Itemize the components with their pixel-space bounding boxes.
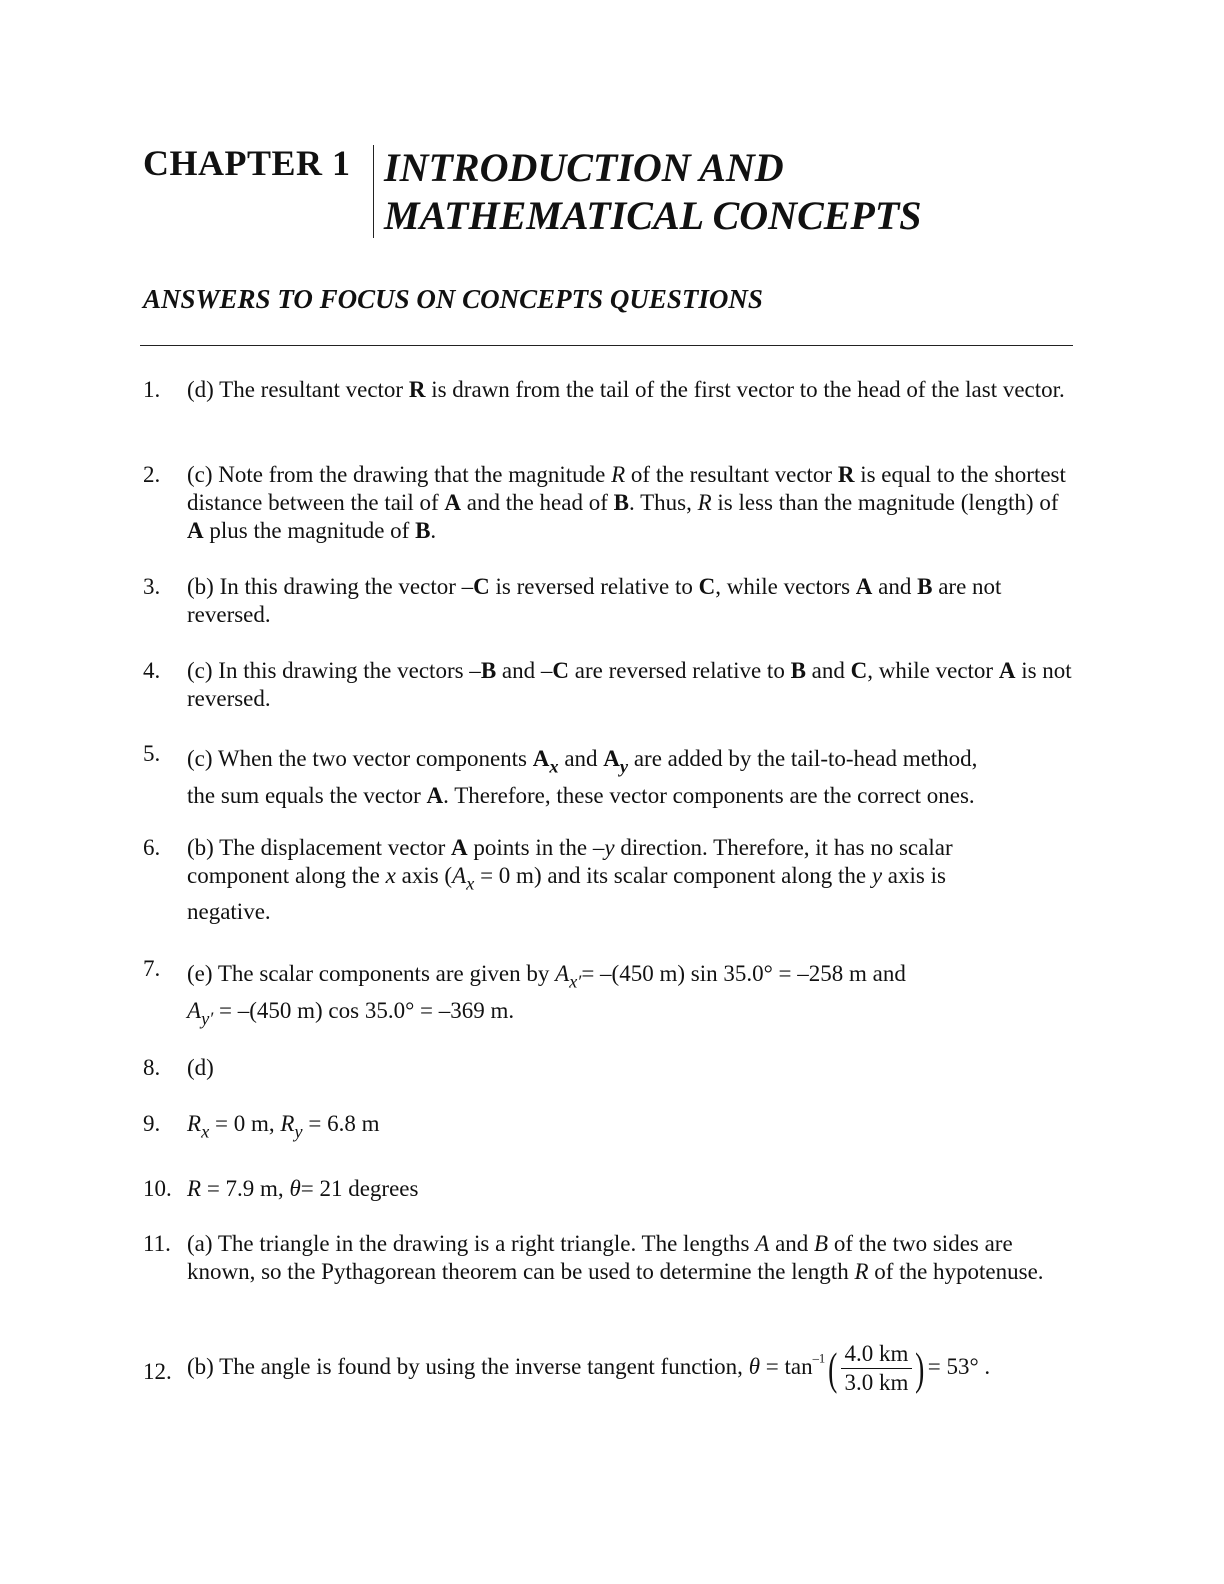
item-body: (d) The resultant vector R is drawn from the tail of the first vector to the head of the last vector. bbox=[187, 377, 1065, 402]
item-number: 8. bbox=[143, 1055, 161, 1080]
item-number: 5. bbox=[143, 741, 161, 766]
section-heading: ANSWERS TO FOCUS ON CONCEPTS QUESTIONS bbox=[143, 284, 763, 314]
item-body: R = 7.9 m, θ= 21 degrees bbox=[187, 1176, 419, 1201]
item-number: 6. bbox=[143, 835, 161, 860]
item-number: 9. bbox=[143, 1111, 161, 1136]
right-paren: ) bbox=[915, 1342, 925, 1394]
chapter-title-line2: MATHEMATICAL CONCEPTS bbox=[384, 193, 922, 238]
item-body: (c) When the two vector components $A_x$ and $A_y$ are added by the tail-to-head method, the sum equals the vector A. Therefore, these vector components are the correct ones. bbox=[187, 746, 978, 808]
item-number: 4. bbox=[143, 658, 161, 683]
chapter-title-line1: INTRODUCTION AND bbox=[384, 145, 784, 190]
item-number: 2. bbox=[143, 462, 161, 487]
left-paren: ( bbox=[828, 1342, 838, 1394]
chapter-title bbox=[384, 144, 922, 240]
item-number: 10. bbox=[143, 1176, 172, 1201]
fraction-denominator: 3.0 km bbox=[844, 1370, 909, 1395]
item-number: 11. bbox=[143, 1231, 171, 1256]
item-body: (b) In this drawing the vector –C is reversed relative to C, while vectors A and B are not reversed. bbox=[187, 574, 1002, 627]
item-body: (c) Note from the drawing that the magnitude R of the resultant vector R is equal to the shortest distance between the tail of A and the head of B. Thus, R is less than the magnitude (length) of A plus the magnitude of B. bbox=[187, 462, 1066, 543]
horizontal-rule bbox=[140, 345, 1073, 346]
item-number: 12. bbox=[143, 1359, 172, 1384]
item-number: 1. bbox=[143, 377, 161, 402]
item-number: 7. bbox=[143, 956, 161, 981]
chapter-label: CHAPTER 1 bbox=[143, 143, 351, 183]
chapter-divider bbox=[373, 145, 374, 238]
item-body: (c) In this drawing the vectors –B and –C are reversed relative to B and C, while vector A is not reversed. bbox=[187, 658, 1072, 711]
item-body: $R_x = 0$ m, $R_y = 6.8$ m bbox=[187, 1111, 380, 1142]
item-number: 3. bbox=[143, 574, 161, 599]
item-body: (b) The displacement vector A points in the –y direction. Therefore, it has no scalar component along the x axis ($A_x = 0$ m) and its scalar component along the y axis is negative. bbox=[187, 835, 953, 924]
fraction bbox=[841, 1340, 913, 1397]
item-body: (a) The triangle in the drawing is a right triangle. The lengths A and B of the two sides are known, so the Pythagorean theorem can be used to determine the length R of the hypotenuse. bbox=[187, 1231, 1044, 1284]
fraction-numerator: 4.0 km bbox=[841, 1340, 913, 1369]
item-body: (b) The angle is found by using the inverse tangent function, $\theta = \tan^{-1}$( $\frac{4.0 km}{3.0 km}$ ) = 53° . bbox=[187, 1341, 991, 1395]
item-body: (d) bbox=[187, 1055, 214, 1080]
item-body: (e) The scalar components are given by $A_{x'}= -(450$ m) sin 35.0° = –258 m and $A_{y'} = -(450$ m) cos 35.0° = –369 m. bbox=[187, 961, 906, 1029]
